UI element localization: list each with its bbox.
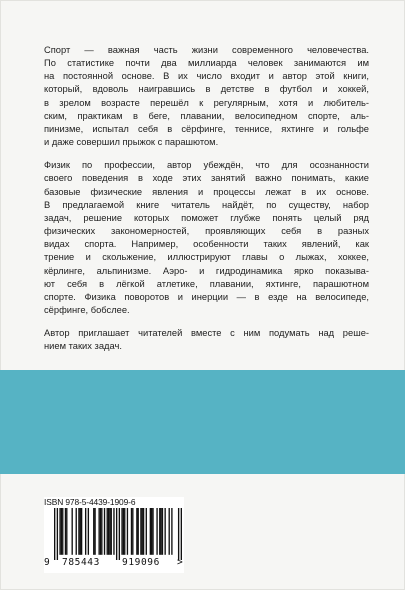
blurb-line: который, вдоволь наигравшись в детстве в футбол и хоккей, <box>44 84 369 95</box>
blurb-line: ским, практикам в беге, плавании, велосипедном спорте, аль- <box>44 110 369 121</box>
blurb-line: По статистике почти два миллиарда человек занимаются им <box>44 58 369 69</box>
blurb-line: нием таких задач. <box>44 341 122 352</box>
barcode-bar <box>119 508 120 560</box>
barcode-bar <box>138 508 139 555</box>
blurb-line: Автор приглашает читателей вместе с ним подумать над реше- <box>44 328 369 339</box>
barcode-bar <box>151 508 152 555</box>
blurb-line: трение и скольжение, иллюстрируют главы о лыжах, хоккее, <box>44 252 369 263</box>
barcode-bar <box>121 508 122 555</box>
blurb-line: и даже совершил прыжок с парашютом. <box>44 137 219 148</box>
cover-blurb <box>44 44 369 363</box>
blurb-line: кёрлинге, альпинизме. Аэро- и гидродинамика ярко показыва- <box>44 265 369 276</box>
barcode-bar <box>94 508 95 555</box>
blurb-line: физических закономерностей, проявляющих себя в разных <box>44 226 369 237</box>
blurb-line: задач, решение которых поможет глубже понять целый ряд <box>44 212 369 223</box>
barcode-bar <box>159 508 160 555</box>
barcode-bar <box>66 508 67 555</box>
barcode-bar <box>57 508 58 560</box>
color-band <box>0 370 405 474</box>
barcode-bar <box>162 508 163 555</box>
barcode-bar <box>85 508 86 555</box>
barcode-bars <box>54 508 182 560</box>
barcode-bar <box>104 508 105 555</box>
barcode-bar <box>72 508 73 555</box>
barcode-bar <box>88 508 89 555</box>
barcode-bar <box>54 508 55 560</box>
barcode-bar <box>107 508 108 555</box>
barcode-bar <box>178 508 179 560</box>
barcode-bar <box>127 508 128 555</box>
barcode-bar <box>152 508 153 555</box>
barcode-bar <box>116 508 117 560</box>
barcode-bar <box>150 508 151 555</box>
barcode-bar <box>124 508 125 555</box>
barcode-bar <box>59 508 60 555</box>
barcode-bar <box>109 508 110 555</box>
barcode-bar <box>100 508 101 555</box>
blurb-paragraph-2 <box>44 159 369 317</box>
barcode-bar <box>132 508 133 555</box>
barcode-bar <box>169 508 170 555</box>
barcode-bar <box>108 508 109 555</box>
barcode-bar <box>101 508 102 555</box>
blurb-line: в зрелом возрасте перешёл к регулярным, хотя и любитель- <box>44 97 369 108</box>
blurb-paragraph-3 <box>44 327 369 353</box>
blurb-line: своего поведения в ходе этих занятий важно понимать, какие <box>44 173 369 184</box>
isbn-label: ISBN 978-5-4439-1909-6 <box>44 497 136 507</box>
barcode-bar <box>136 508 137 555</box>
blurb-line: пинизме, испытал себя в сёрфинге, теннисе, яхтинге и гольфе <box>44 123 369 134</box>
barcode-bar <box>156 508 157 555</box>
barcode-bar <box>78 508 79 555</box>
barcode-area <box>44 497 184 573</box>
barcode-bar <box>111 508 112 555</box>
barcode-bar <box>80 508 81 555</box>
blurb-line: базовые физические явления и процессы лежат в их основе. <box>44 186 369 197</box>
barcode-lead-digit: 9 <box>44 557 51 568</box>
blurb-line: Спорт — важная часть жизни современного человечества. <box>44 45 369 55</box>
barcode-bar <box>142 508 143 555</box>
barcode-bar <box>131 508 132 555</box>
barcode-bar <box>140 508 141 555</box>
blurb-line: видах спорта. Например, особенности таких явлений, как <box>44 239 369 250</box>
barcode-bar <box>98 508 99 555</box>
barcode-bar <box>62 508 63 555</box>
blurb-paragraph-1 <box>44 44 369 149</box>
barcode-bar <box>93 508 94 555</box>
barcode-bar <box>65 508 66 555</box>
blurb-line: на постоянной основе. В их число входит и автор этой книги, <box>44 71 369 82</box>
barcode-bar <box>164 508 165 555</box>
barcode-bar <box>146 508 147 555</box>
barcode-bar <box>123 508 124 555</box>
barcode-bar <box>181 508 182 560</box>
blurb-line: сёрфинге, бобслее. <box>44 304 130 315</box>
blurb-line: ют себя в лёгкой атлетике, плавании, яхтинге, парашютном <box>44 278 369 289</box>
blurb-line: спорте. Физика поворотов и инерции — в езде на велосипеде, <box>44 291 369 302</box>
barcode-bar <box>160 508 161 555</box>
barcode-bar <box>171 508 172 555</box>
barcode-bar <box>81 508 82 555</box>
barcode-right-group: 919096 <box>122 557 160 568</box>
barcode-bar <box>143 508 144 555</box>
blurb-line: В предлагаемой книге читатель найдёт, по существу, набор <box>44 199 369 210</box>
blurb-line: Физик по профессии, автор убеждён, что для осознанности <box>44 160 369 171</box>
barcode-bar <box>113 508 114 555</box>
barcode-quiet-mark: > <box>177 557 184 568</box>
barcode-left-group: 785443 <box>62 557 100 568</box>
barcode-bar <box>61 508 62 555</box>
barcode-bar <box>76 508 77 555</box>
